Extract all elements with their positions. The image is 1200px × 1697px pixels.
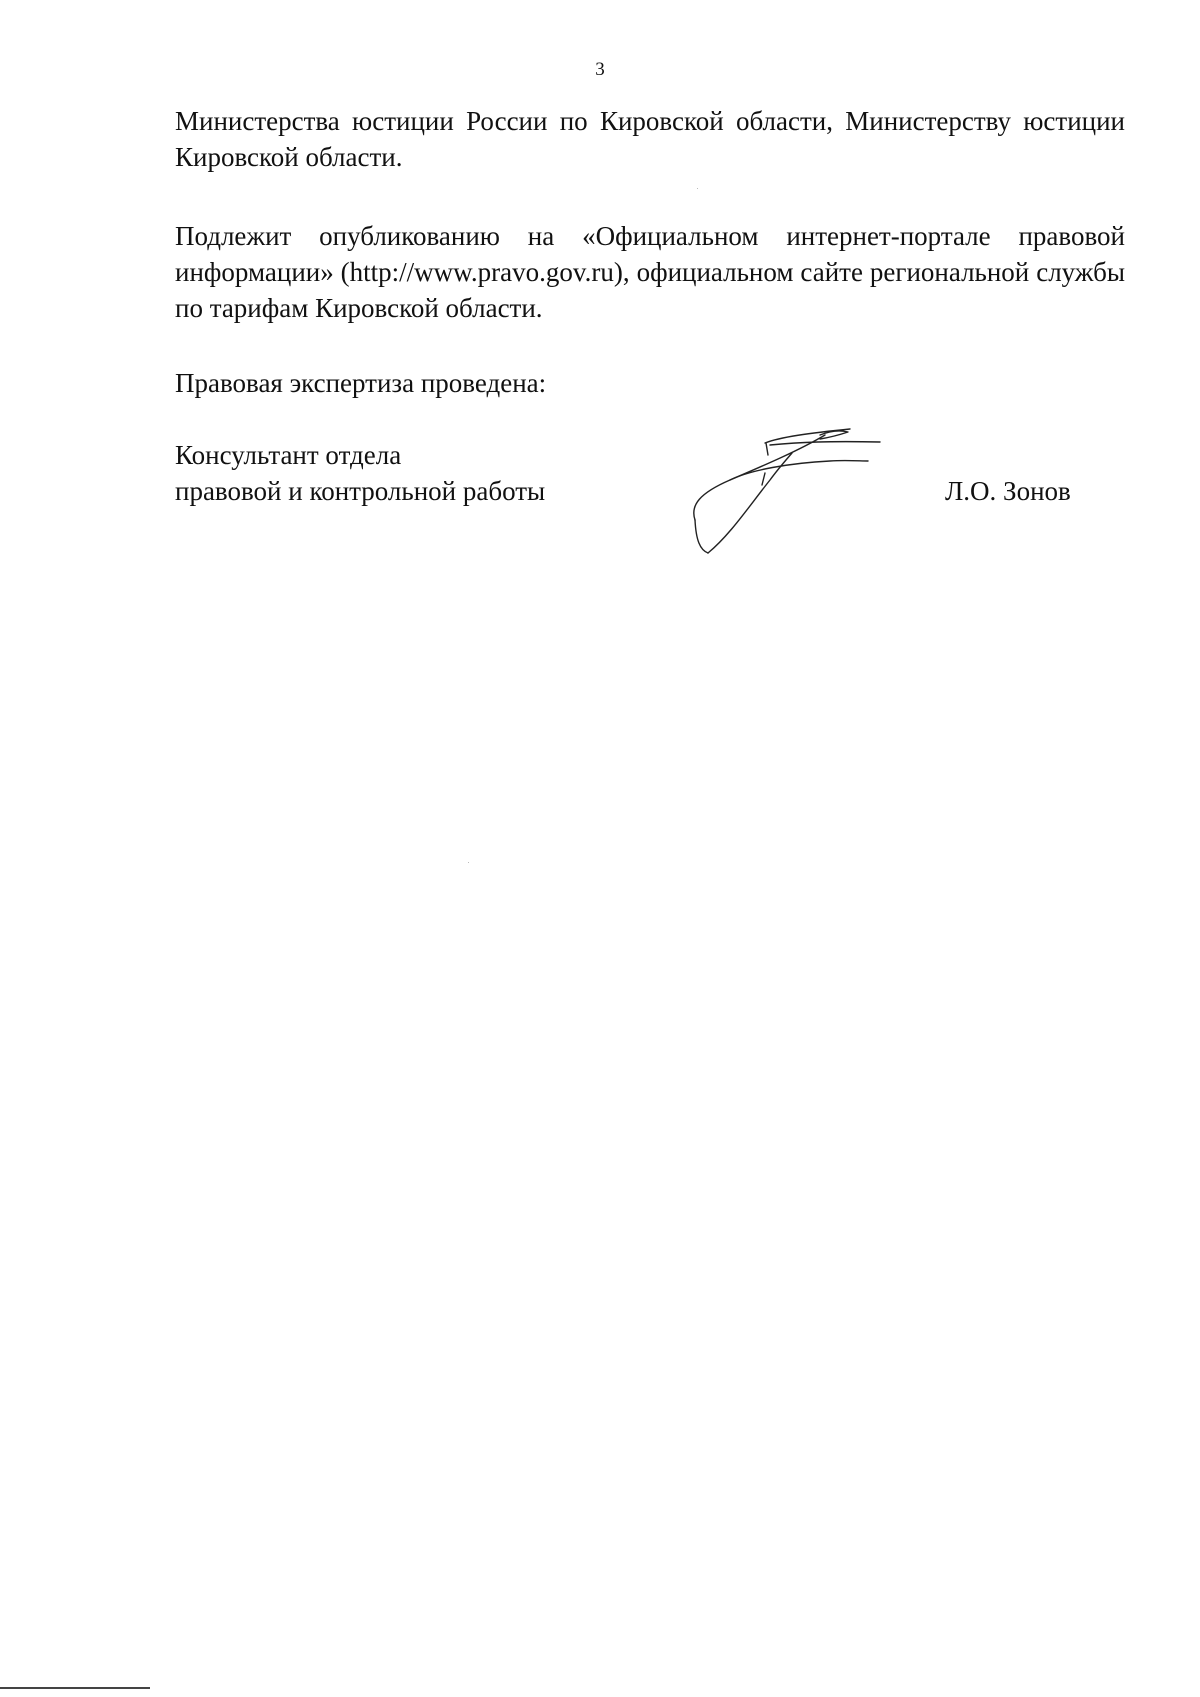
page-number: 3 <box>595 59 605 80</box>
signatory-name: Л.О. Зонов <box>945 476 1071 506</box>
signatory-position <box>175 437 735 509</box>
signatory-position-line-1: Консультант отдела <box>175 440 402 470</box>
paragraph-ministry-recipients: Министерства юстиции России по Кировской области, Министерству юстиции Кировской области. <box>175 106 1125 172</box>
paragraph-legal-review: Правовая экспертиза проведена: <box>175 368 547 398</box>
footer-rule <box>0 1687 150 1689</box>
scan-speck <box>468 862 469 863</box>
scan-speck <box>697 188 698 189</box>
paragraph-publication-note: Подлежит опубликованию на «Официальном интернет-портале правовой информации» (http://www.pravo.gov.ru), официальном сайте региональной службы по тарифам Кировской области. <box>175 221 1125 323</box>
handwritten-signature-icon <box>670 425 890 575</box>
signatory-position-line-2: правовой и контрольной работы <box>175 476 546 506</box>
